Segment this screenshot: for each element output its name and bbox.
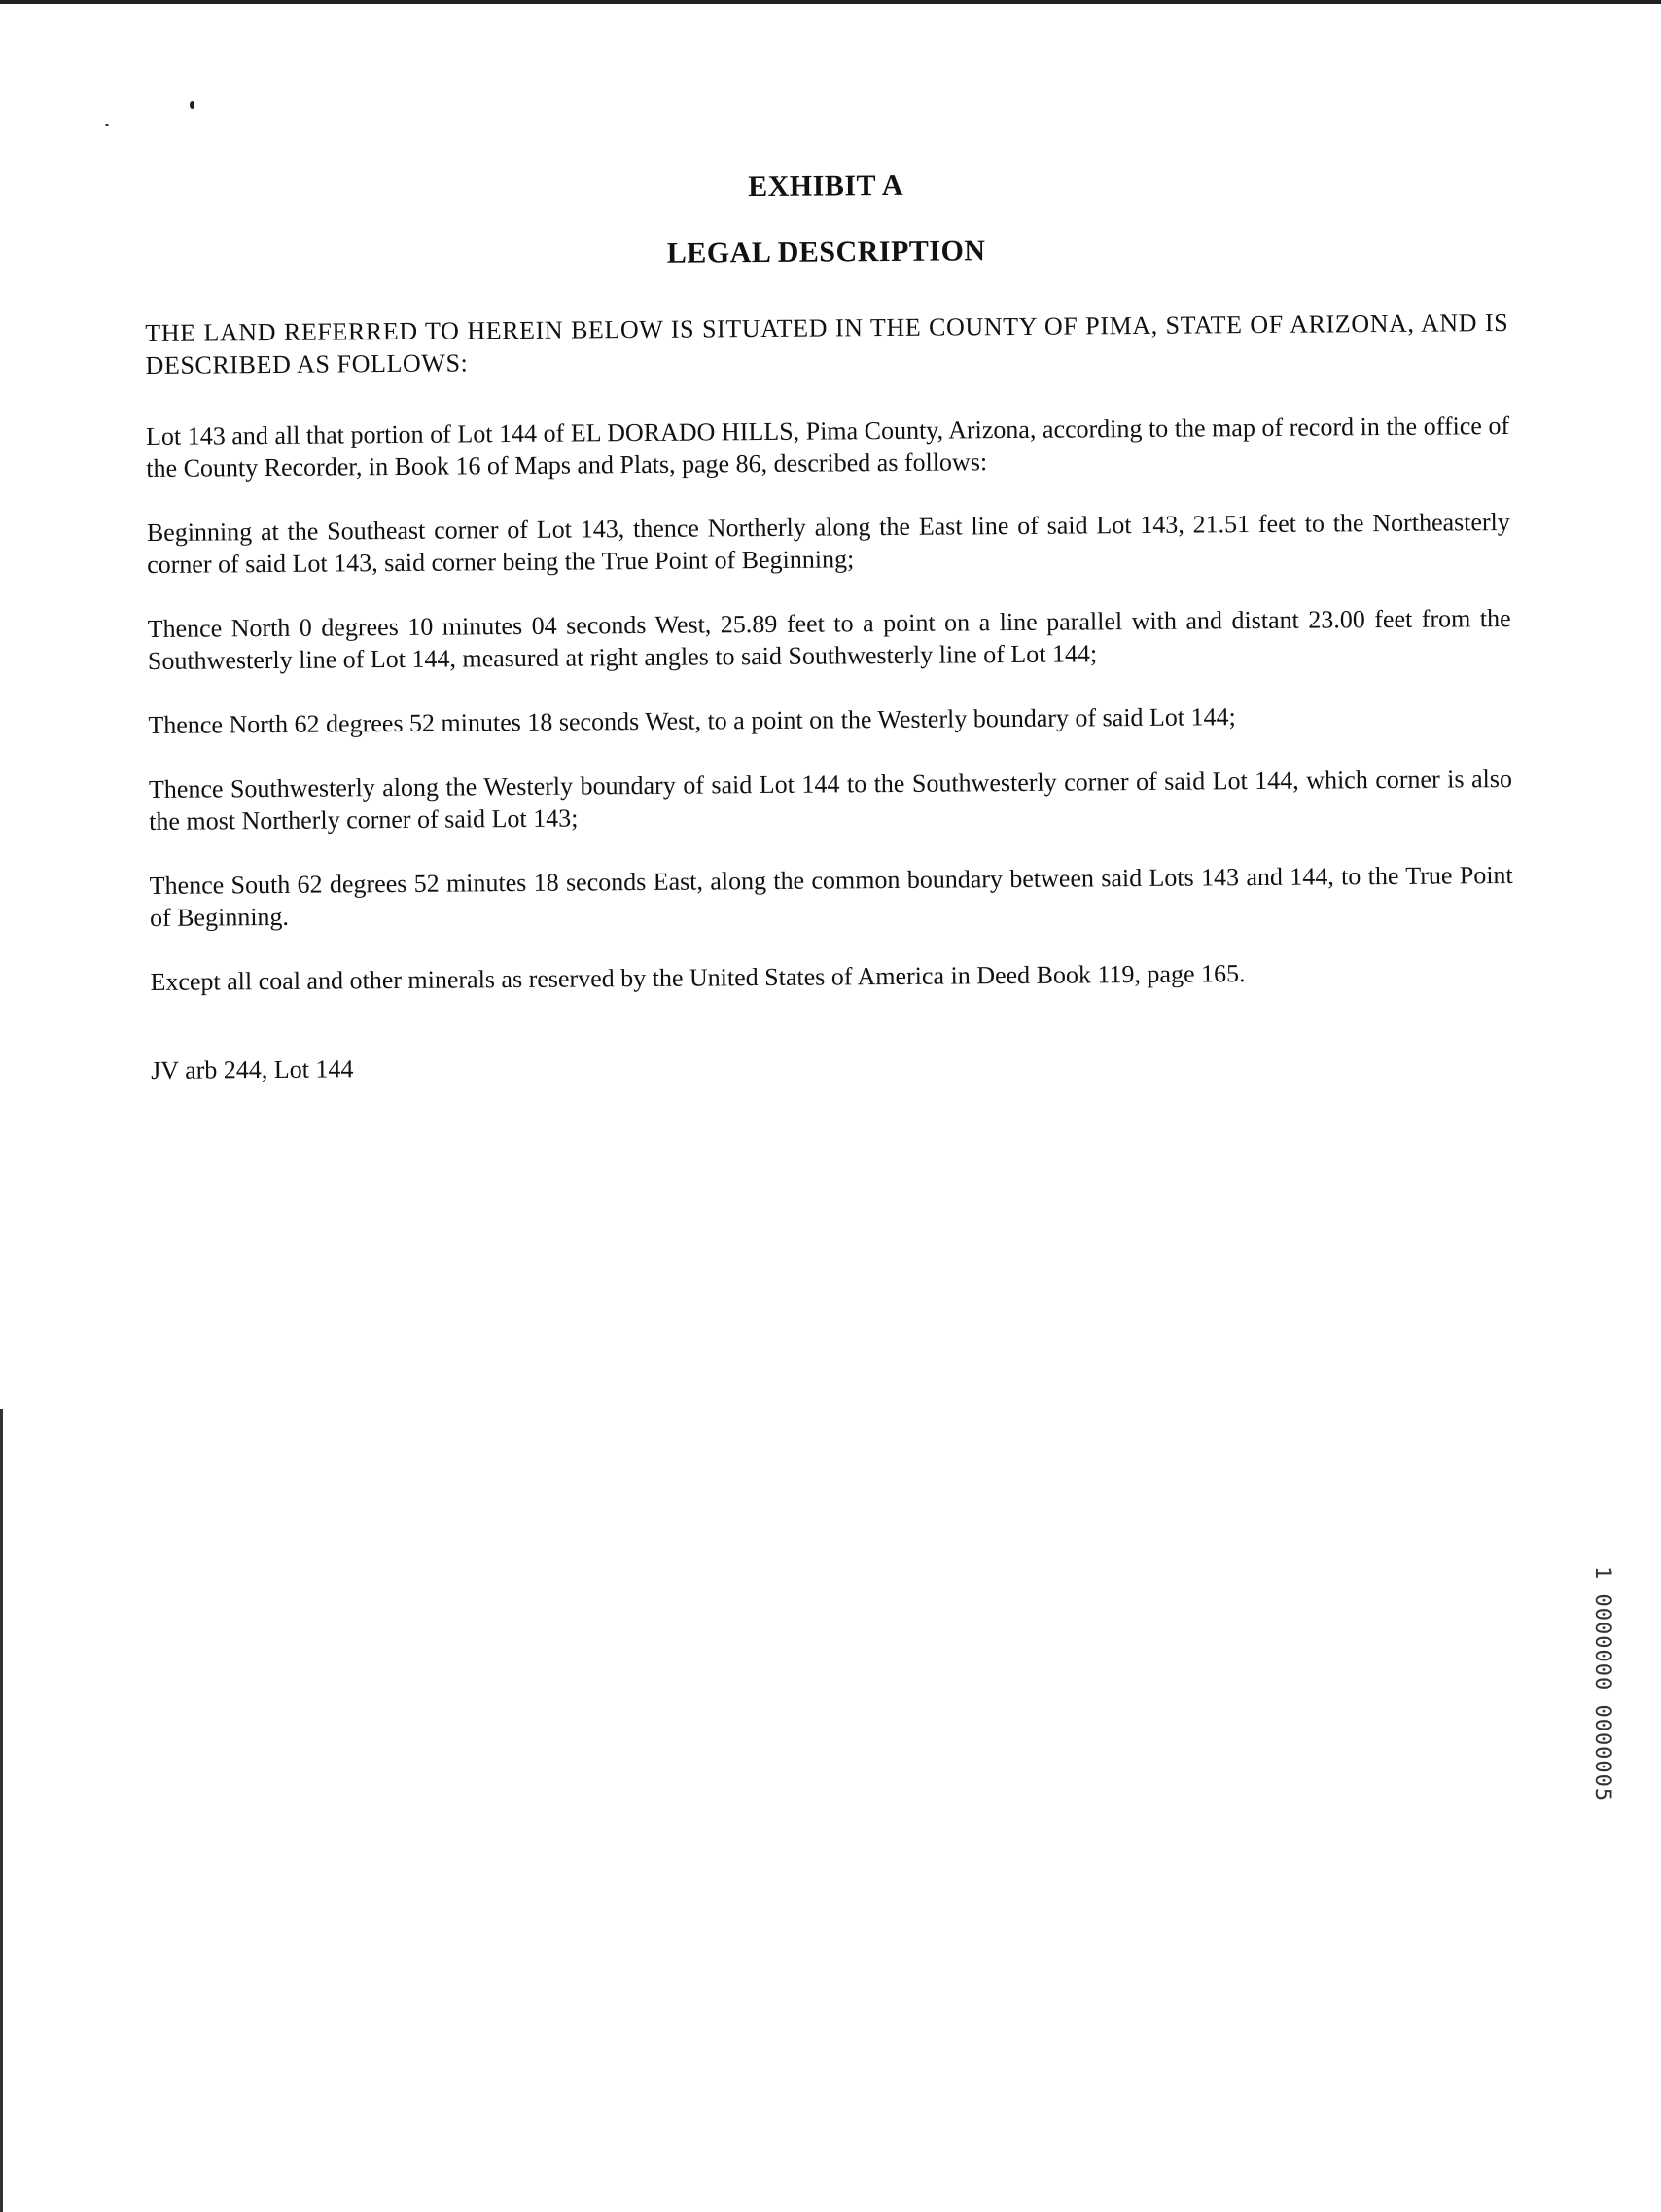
side-document-number bbox=[1591, 1566, 1614, 1829]
side-document-number-text: 1 0000000 0000005 bbox=[1590, 1566, 1614, 1802]
mineral-exception-paragraph: Except all coal and other minerals as reserved by the United States of America in Deed Book 119, page 165. bbox=[150, 959, 1246, 996]
scan-speck bbox=[190, 101, 194, 109]
document-page bbox=[144, 164, 1515, 1111]
lot-description-paragraph: Lot 143 and all that portion of Lot 144 of EL DORADO HILLS, Pima County, Arizona, according to the map of record in the office of the County Recorder, in Book 16 of Maps and Plats, page 86, described as follows: bbox=[145, 410, 1510, 482]
intro-paragraph: THE LAND REFERRED TO HEREIN BELOW IS SITUATED IN THE COUNTY OF PIMA, STATE OF ARIZONA, AND IS DESCRIBED AS FOLLOWS: bbox=[145, 307, 1509, 379]
scan-speck bbox=[105, 124, 109, 126]
top-scan-edge bbox=[0, 0, 1661, 4]
course-southeast-paragraph: Thence South 62 degrees 52 minutes 18 seconds East, along the common boundary between said Lots 143 and 144, to the True Point of Beginning. bbox=[149, 860, 1513, 932]
left-scan-edge bbox=[0, 1409, 3, 2212]
exhibit-title: EXHIBIT A bbox=[748, 168, 904, 203]
beginning-paragraph: Beginning at the Southeast corner of Lot 143, thence Northerly along the East line of said Lot 143, 21.51 feet to the Northeasterly corner of said Lot 143, said corner being the True Point of Beginning; bbox=[146, 507, 1510, 579]
course-southwest-paragraph: Thence Southwesterly along the Westerly boundary of said Lot 144 to the Southwesterly corner of said Lot 144, which corner is also the most Northerly corner of said Lot 143; bbox=[148, 764, 1513, 836]
reference-note: JV arb 244, Lot 144 bbox=[151, 1054, 354, 1085]
course-north-paragraph: Thence North 0 degrees 10 minutes 04 seconds West, 25.89 feet to a point on a line parallel with and distant 23.00 feet from the Southwesterly line of Lot 144, measured at right angles to said Southwesterly line of Lot 144; bbox=[147, 603, 1511, 675]
course-northwest-paragraph: Thence North 62 degrees 52 minutes 18 seconds West, to a point on the Westerly boundary of said Lot 144; bbox=[148, 702, 1236, 739]
legal-description-heading: LEGAL DESCRIPTION bbox=[666, 234, 986, 269]
